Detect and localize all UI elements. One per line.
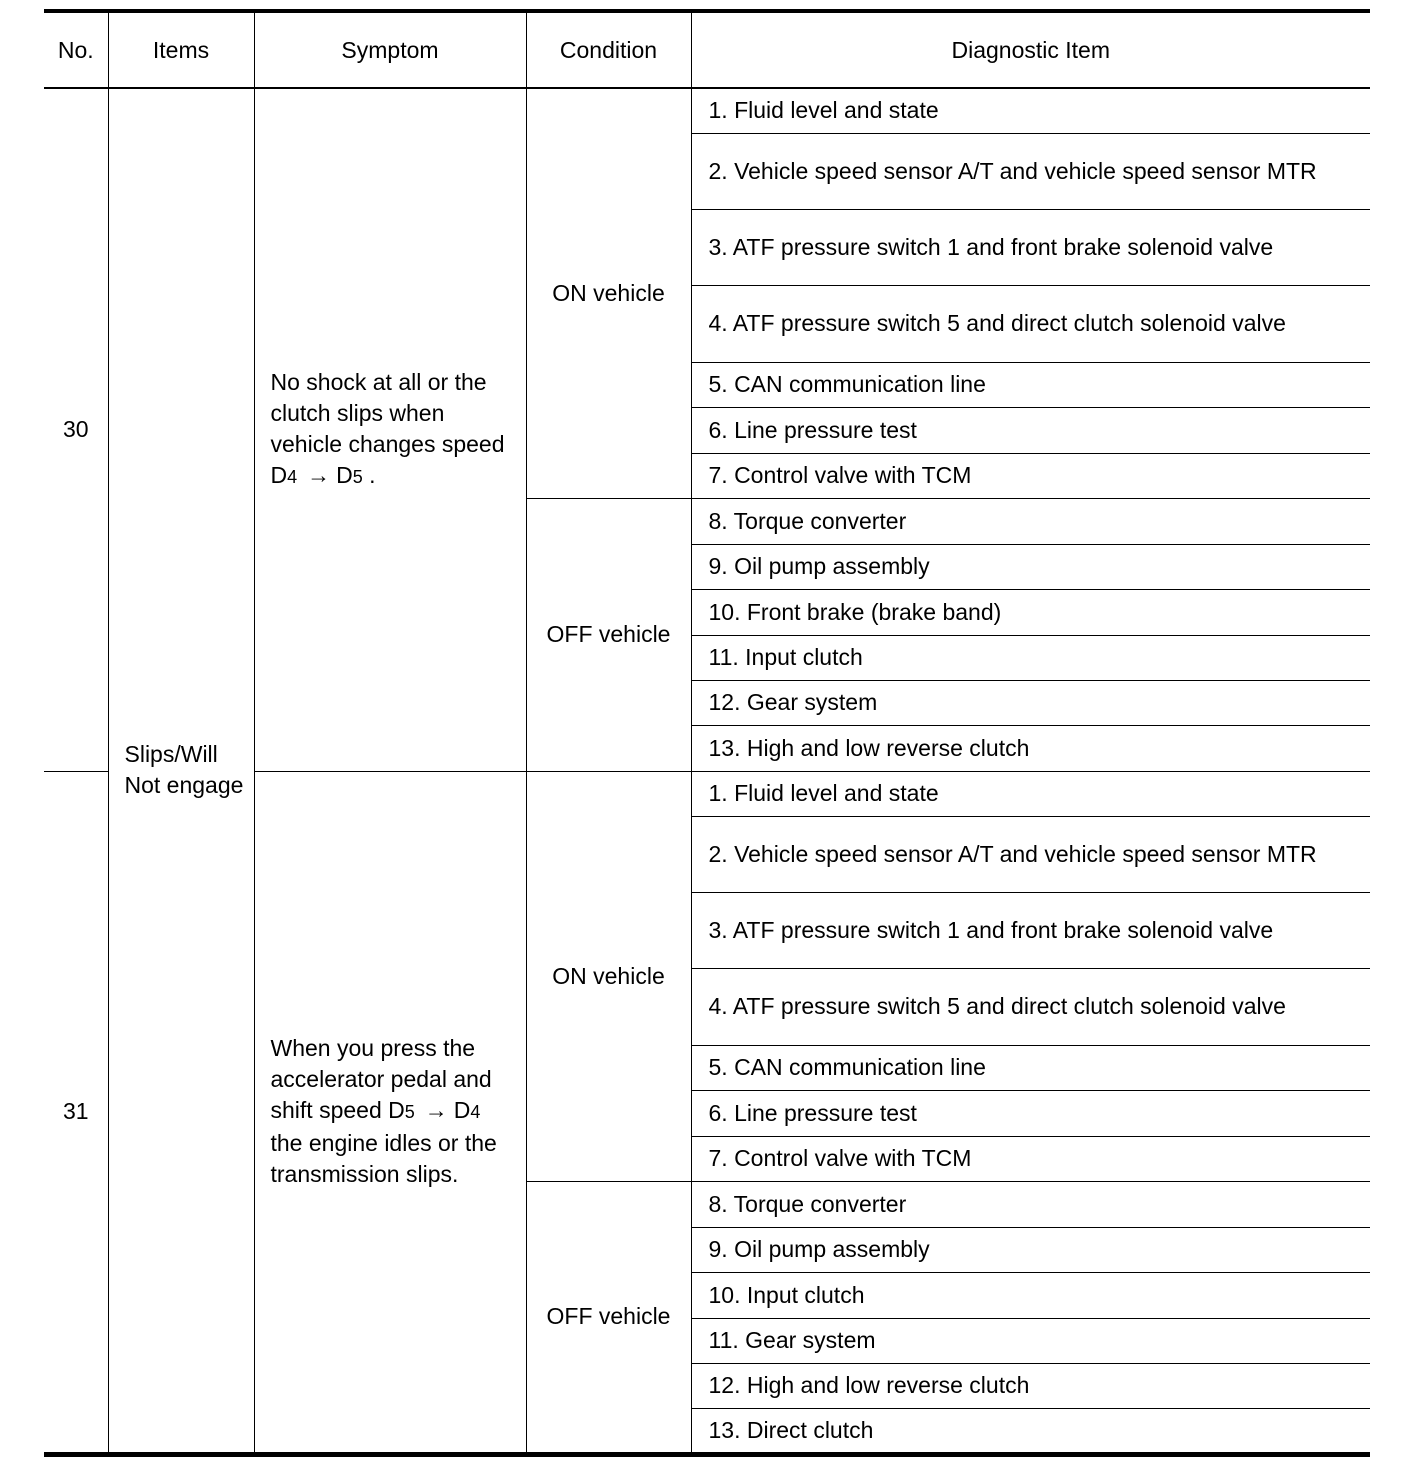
diagnostic-item: 7. Control valve with TCM <box>691 1136 1370 1181</box>
row-number: 31 <box>44 771 108 1454</box>
diagnostic-item: 11. Gear system <box>691 1318 1370 1363</box>
diagnostic-item: 11. Input clutch <box>691 635 1370 680</box>
header-condition: Condition <box>526 11 691 88</box>
arrow-icon: → <box>424 1097 448 1123</box>
header-items: Items <box>108 11 254 88</box>
diagnostic-item: 1. Fluid level and state <box>691 771 1370 816</box>
symptom-text: When you press the accelerator pedal and shift speed <box>270 1035 492 1123</box>
diagnostic-item: 10. Input clutch <box>691 1272 1370 1318</box>
header-row <box>44 11 1370 88</box>
diagnostic-item: 9. Oil pump assembly <box>691 544 1370 589</box>
condition-off: OFF vehicle <box>526 498 691 771</box>
header-diagnostic-item: Diagnostic Item <box>691 11 1370 88</box>
diagnostic-item: 7. Control valve with TCM <box>691 453 1370 498</box>
arrow-icon: → <box>307 461 331 488</box>
diagnostic-table <box>44 9 1370 1457</box>
diagnostic-item: 6. Line pressure test <box>691 407 1370 453</box>
header-no: No. <box>44 11 108 88</box>
diagnostic-item: 4. ATF pressure switch 5 and direct clutch solenoid valve <box>691 968 1370 1045</box>
header-symptom: Symptom <box>254 11 526 88</box>
diagnostic-item: 12. Gear system <box>691 680 1370 725</box>
symptom-tail: . <box>369 461 376 488</box>
condition-off: OFF vehicle <box>526 1181 691 1454</box>
diagnostic-item: 2. Vehicle speed sensor A/T and vehicle speed sensor MTR <box>691 816 1370 892</box>
diagnostic-item: 2. Vehicle speed sensor A/T and vehicle speed sensor MTR <box>691 133 1370 209</box>
diagnostic-item: 4. ATF pressure switch 5 and direct clutch solenoid valve <box>691 285 1370 362</box>
condition-on: ON vehicle <box>526 88 691 498</box>
diagnostic-item: 12. High and low reverse clutch <box>691 1363 1370 1408</box>
from-speed: D4 <box>270 461 298 488</box>
from-speed: D5 <box>388 1097 415 1123</box>
to-speed: D4 <box>453 1097 481 1123</box>
row-number: 30 <box>44 88 108 771</box>
symptom-text: No shock at all or the clutch slips when vehicle changes speed <box>270 368 505 457</box>
diagnostic-item: 8. Torque converter <box>691 1181 1370 1227</box>
diagnostic-item: 3. ATF pressure switch 1 and front brake solenoid valve <box>691 892 1370 968</box>
symptom-cell <box>254 771 526 1454</box>
symptom-tail: the engine idles or the transmission slips. <box>270 1130 497 1187</box>
to-speed: D5 <box>336 461 363 488</box>
diagnostic-item: 5. CAN communication line <box>691 1045 1370 1090</box>
diagnostic-item: 6. Line pressure test <box>691 1090 1370 1136</box>
diagnostic-item: 9. Oil pump assembly <box>691 1227 1370 1272</box>
condition-on: ON vehicle <box>526 771 691 1181</box>
diagnostic-item: 13. Direct clutch <box>691 1408 1370 1454</box>
diagnostic-item: 3. ATF pressure switch 1 and front brake solenoid valve <box>691 209 1370 285</box>
diagnostic-item: 10. Front brake (brake band) <box>691 589 1370 635</box>
diagnostic-item: 5. CAN communication line <box>691 362 1370 407</box>
item-category: Slips/Will Not engage <box>108 88 254 1454</box>
symptom-cell <box>254 88 526 771</box>
diagnostic-item: 8. Torque converter <box>691 498 1370 544</box>
diagnostic-item: 1. Fluid level and state <box>691 88 1370 133</box>
diagnostic-item: 13. High and low reverse clutch <box>691 725 1370 771</box>
table-row <box>44 88 1370 133</box>
